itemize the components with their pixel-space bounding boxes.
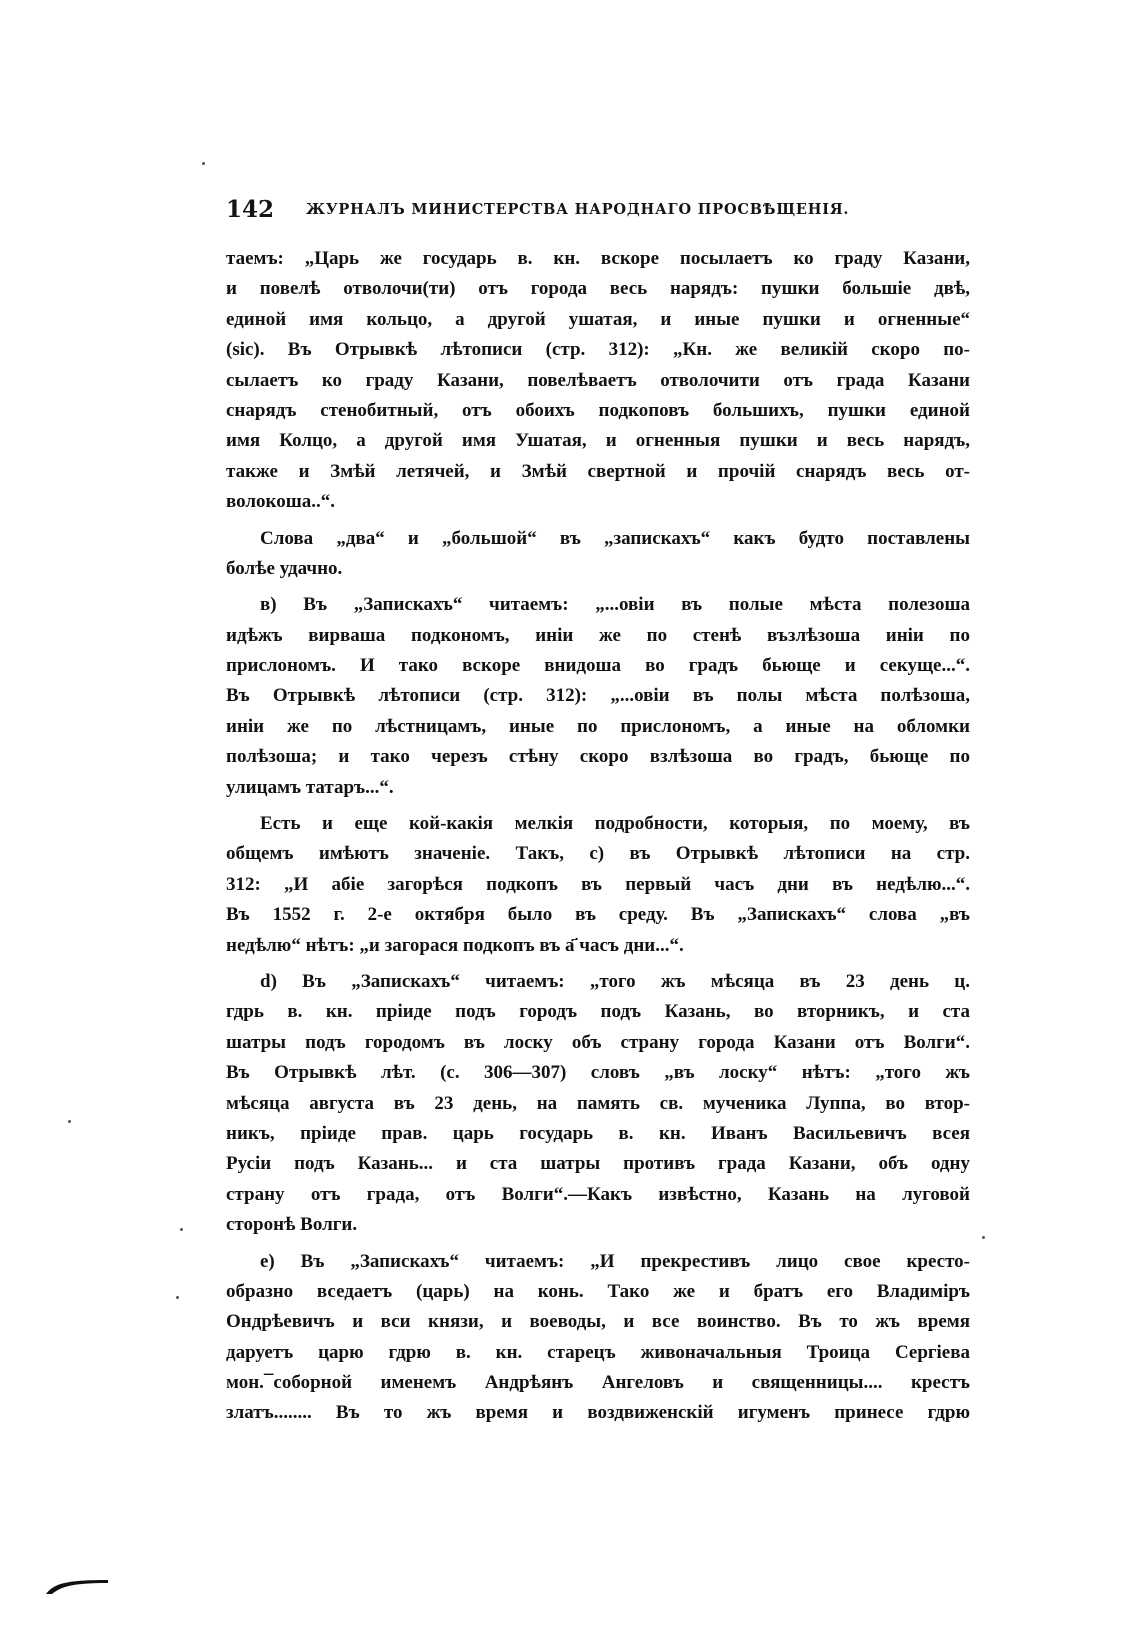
text-line: прислономъ. И тако вскоре внидоша во градъ бьюще и секуще...“. — [226, 655, 970, 677]
text-line: таемъ: „Царь же государь в. кн. вскоре посылаетъ ко граду Казани, — [226, 248, 970, 269]
text-line: d) Въ „Запискахъ“ читаемъ: „того жъ мѣсяца въ 23 день ц. — [260, 970, 970, 992]
scan-speck — [982, 1236, 985, 1239]
text-line: Въ Отрывкѣ лѣтописи (стр. 312): „...овіи въ полы мѣста полѣзоша, — [226, 685, 970, 707]
text-line: единой имя кольцо, а другой ушатая, и иные пушки и огненные“ — [226, 308, 970, 330]
text-line: иніи же по лѣстницамъ, иные по прислономъ, а иные на обломки — [226, 715, 970, 737]
scan-speck — [202, 162, 205, 165]
text-line: гдрь в. кн. пріиде подъ городъ подъ Казань, во вторникъ, и ста — [226, 1001, 970, 1023]
text-line: Есть и еще кой-какія мелкія подробности, которыя, по моему, въ — [260, 813, 970, 835]
text-line: Ондрѣевичъ и вси князи, и воеводы, и все воинство. Въ то жъ время — [226, 1311, 970, 1333]
scan-corner-mark-icon — [44, 1576, 110, 1596]
text-line: полѣзоша; и тако черезъ стѣну скоро взлѣзоша во градъ, бьюще по — [226, 746, 970, 768]
text-line: имя Колцо, а другой имя Ушатая, и огненныя пушки и весь нарядъ, — [226, 430, 970, 452]
text-line: Слова „два“ и „большой“ въ „запискахъ“ какъ будто поставлены — [260, 527, 970, 549]
text-line: образно вседаетъ (царь) на конь. Тако же и братъ его Владиміръ — [226, 1280, 970, 1302]
text-line: златъ........ Въ то жъ время и воздвиженскій игуменъ принесе гдрю — [226, 1402, 970, 1424]
text-line: снарядъ стенобитный, отъ обоихъ подкоповъ большихъ, пушки единой — [226, 399, 970, 421]
text-line: 312: „И абіе загорѣся подкопъ въ первый часъ дни въ недѣлю...“. — [226, 873, 970, 895]
text-line: страну отъ града, отъ Волги“.—Какъ извѣстно, Казань на луговой — [226, 1183, 970, 1205]
scan-speck — [176, 1296, 179, 1299]
text-line: недѣлю“ нѣтъ: „и загорася подкопъ въ а҃ часъ дни...“. — [226, 934, 684, 956]
text-line: волокоша..“. — [226, 491, 336, 513]
text-line: е) Въ „Запискахъ“ читаемъ: „И прекрестивъ лицо свое кресто- — [260, 1250, 970, 1272]
text-line: мон.¯соборной именемъ Андрѣянъ Ангеловъ и священницы.... крестъ — [226, 1372, 970, 1394]
text-line: никъ, пріиде прав. царь государь в. кн. Иванъ Васильевичъ всея — [226, 1122, 970, 1144]
text-line: также и Змѣй летячей, и Змѣй свертной и прочій снарядъ весь от- — [226, 460, 970, 482]
text-line: сылаетъ ко граду Казани, повелѣваетъ отволочити отъ града Казани — [226, 369, 970, 391]
text-line: идѣжъ вирваша подкономъ, иніи же по стенѣ възлѣзоша иніи по — [226, 624, 970, 646]
text-line: Русіи подъ Казань... и ста шатры противъ града Казани, объ одну — [226, 1153, 970, 1175]
running-title: ЖУРНАЛЪ МИНИСТЕРСТВА НАРОДНАГО ПРОСВѢЩЕНІЯ. — [306, 201, 850, 218]
scan-speck — [180, 1228, 183, 1231]
text-line: мѣсяца августа въ 23 день, на память св. мученика Луппа, во втор- — [226, 1092, 970, 1114]
page-number: 142 — [226, 196, 275, 223]
text-line: болѣе удачно. — [226, 557, 343, 579]
text-line: Въ Отрывкѣ лѣт. (с. 306—307) словъ „въ лоску“ нѣтъ: „того жъ — [226, 1062, 970, 1084]
text-line: шатры подъ городомъ въ лоску объ страну города Казани отъ Волги“. — [226, 1031, 970, 1053]
text-line: в) Въ „Запискахъ“ читаемъ: „...овіи въ полые мѣста полезоша — [260, 594, 970, 616]
page-header — [226, 196, 970, 230]
text-line: улицамъ татаръ...“. — [226, 776, 394, 798]
text-line: (sic). Въ Отрывкѣ лѣтописи (стр. 312): „Кн. же великій скоро по- — [226, 339, 970, 361]
text-line: Въ 1552 г. 2-е октября было въ среду. Въ „Запискахъ“ слова „въ — [226, 904, 970, 926]
body-text — [226, 244, 970, 1429]
text-line: сторонѣ Волги. — [226, 1214, 358, 1236]
text-line: даруетъ царю гдрю в. кн. старецъ живоначальныя Троица Сергіева — [226, 1341, 970, 1363]
scan-speck — [68, 1120, 71, 1123]
text-line: общемъ имѣютъ значеніе. Такъ, с) въ Отрывкѣ лѣтописи на стр. — [226, 843, 970, 865]
text-line: и повелѣ отволочи(ти) отъ города весь нарядъ: пушки большіе двѣ, — [226, 278, 970, 300]
